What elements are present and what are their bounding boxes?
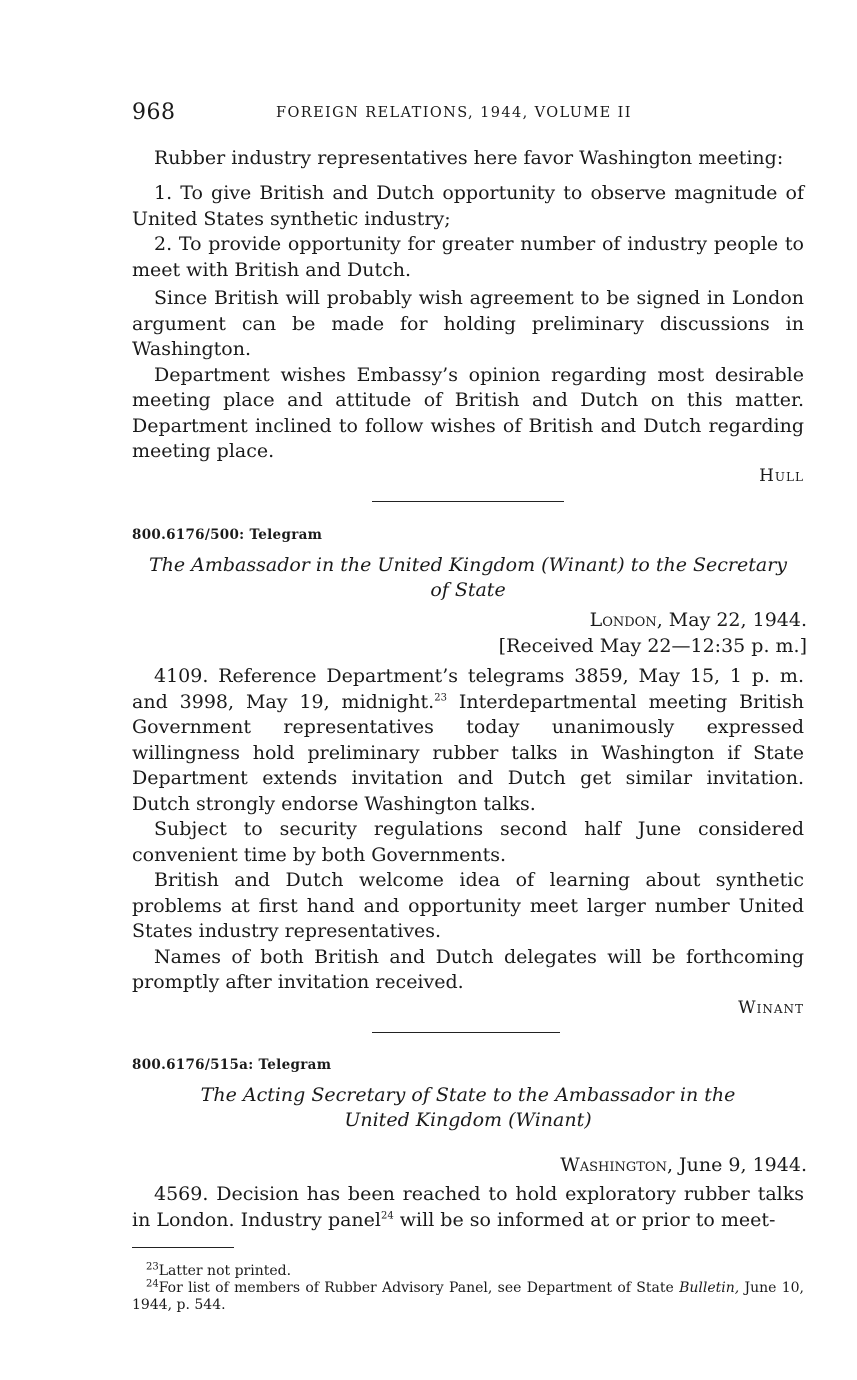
footnote-24: $^{24}$For list of members of Rubber Advisory Panel, see Department of State Bulletin, June 10, 1944, p. 544. — [132, 1278, 804, 1313]
document-heading-3 — [132, 1083, 804, 1133]
section1-paragraph-1: Rubber industry representatives here favor Washington meeting: — [154, 147, 784, 169]
telegram-4109-paragraph-1: 4109. Reference Department’s telegrams 3859, May 15, 1 p. m. and 3998, May 19, midnight.$^{23}$ Interdepartmental meeting British Government representatives today unanimously expressed willingness hold preliminary rubber talks in Washington if State Department extends invitation and Dutch get similar invitation. Dutch strongly endorse Washington talks. — [132, 665, 805, 815]
place-london: London, — [589, 609, 663, 631]
section1-paragraph-3: Department wishes Embassy’s opinion regarding most desirable meeting place and attitude of British and Dutch on this matter. Department inclined to follow wishes of British and Dutch regarding meeting place. — [132, 363, 804, 462]
section1-body — [132, 286, 804, 465]
place-washington: Washington, — [560, 1154, 674, 1176]
received-note: [Received May 22—12:35 p. m.] — [498, 634, 807, 657]
footnote-ref-23: 23 — [434, 692, 447, 704]
telegram-4109-paragraph-3: British and Dutch welcome idea of learning about synthetic problems at first hand and opportunity meet larger number United States industry representatives. — [132, 869, 804, 942]
signature-hull: Hull — [759, 466, 804, 486]
footnote-23: $^{23}$Latter not printed. — [146, 1261, 292, 1279]
section1-intro — [132, 146, 804, 172]
heading-3-line-1: The Acting Secretary of State to the Ambassador in the — [200, 1084, 736, 1106]
footnotes — [132, 1263, 804, 1314]
page-number: 968 — [132, 100, 176, 125]
page-header — [132, 100, 812, 130]
section1-paragraph-2: Since British will probably wish agreement to be signed in London argument can be made for holding preliminary discussions in Washington. — [132, 287, 804, 360]
telegram-4109-body — [132, 664, 804, 996]
telegram-4109-paragraph-2: Subject to security regulations second half June considered convenient time by both Governments. — [132, 818, 804, 866]
date-may-22: May 22, 1944. — [662, 609, 807, 631]
heading-2-line-1: The Ambassador in the United Kingdom (Winant) to the Secretary — [148, 554, 788, 576]
file-reference-500: 800.6176/500: Telegram — [132, 527, 323, 543]
telegram-4109-paragraph-4: Names of both British and Dutch delegates will be forthcoming promptly after invitation received. — [132, 945, 804, 993]
footnote-divider — [132, 1247, 234, 1248]
document-heading-2 — [132, 553, 804, 603]
signature-winant: Winant — [738, 998, 804, 1018]
heading-2-line-2: of State — [430, 579, 506, 601]
dateline-london — [499, 608, 807, 659]
heading-3-line-2: United Kingdom (Winant) — [344, 1109, 592, 1131]
section-divider-1 — [372, 501, 564, 502]
dateline-washington — [560, 1153, 807, 1179]
section-divider-2 — [372, 1032, 560, 1033]
telegram-4569-body — [132, 1182, 804, 1233]
date-june-9: June 9, 1944. — [673, 1154, 807, 1176]
file-reference-515a: 800.6176/515a: Telegram — [132, 1057, 332, 1073]
section1-list — [132, 181, 804, 283]
telegram-4569-paragraph-1: 4569. Decision has been reached to hold exploratory rubber talks in London. Industry panel$^{24}$ will be so informed at or prior to meet- — [132, 1183, 804, 1231]
section1-list-item-2: 2. To provide opportunity for greater number of industry people to meet with British and Dutch. — [132, 233, 804, 281]
running-title: FOREIGN RELATIONS, 1944, VOLUME II — [276, 105, 632, 121]
section1-list-item-1: 1. To give British and Dutch opportunity to observe magnitude of United States synthetic industry; — [132, 182, 804, 230]
footnote-ref-24: 24 — [381, 1210, 394, 1222]
